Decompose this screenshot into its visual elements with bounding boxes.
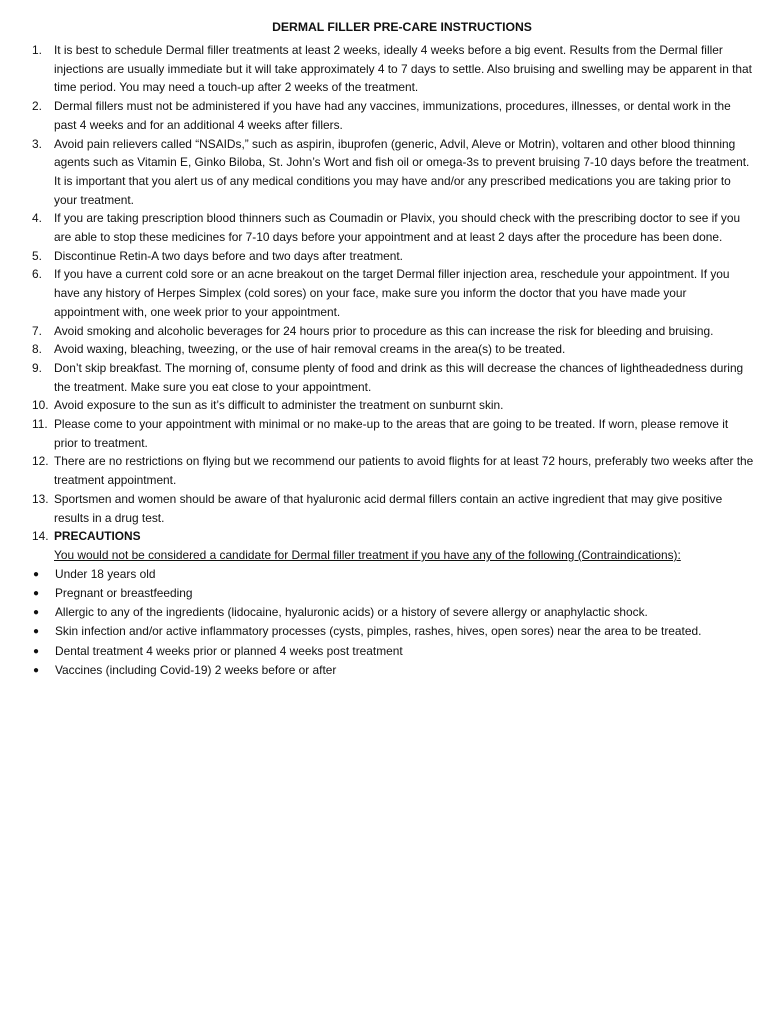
list-item	[32, 265, 754, 321]
item-number: 13.	[32, 491, 49, 506]
item-text: Avoid smoking and alcoholic beverages for 24 hours prior to procedure as this can increase the risk for bleeding and bruising.	[54, 323, 714, 338]
list-item	[32, 359, 754, 396]
bullet-item	[32, 622, 754, 641]
item-text: Avoid pain relievers called “NSAIDs,” such as aspirin, ibuprofen (generic, Advil, Aleve or Motrin), voltaren and other blood thinning agents such as Vitamin E, Ginko Biloba, St. John’s Wort and fish oil or omega-3s to prevent bruising 7-10 days before the treatment. It is important that you alert us of any medical conditions you may have and/or any prescribed medications you are taking prior to your treatment.	[54, 136, 750, 207]
item-number: 8.	[32, 342, 42, 357]
item-text: Don’t skip breakfast. The morning of, consume plenty of food and drink as this will decrease the chances of lightheadedness during the treatment. Make sure you eat close to your appointment.	[54, 360, 744, 394]
precautions-block	[54, 527, 754, 564]
bullet-icon: ●	[33, 587, 40, 599]
item-text: Avoid exposure to the sun as it’s difficult to administer the treatment on sunburnt skin.	[54, 398, 504, 413]
bullet-item	[32, 603, 754, 622]
item-text: Please come to your appointment with minimal or no make-up to the areas that are going to be treated. If worn, please remove it prior to treatment.	[54, 417, 729, 450]
item-text: If you have a current cold sore or an acne breakout on the target Dermal filler injection area, reschedule your appointment. If you have any history of Herpes Simplex (cold sores) on your face, make sure you inform the doctor that you have made your appointment with, one week prior to your appointment.	[54, 267, 730, 319]
bullet-text: Under 18 years old	[55, 566, 156, 581]
list-item	[32, 97, 754, 134]
contraindications-subheading: You would not be considered a candidate for Dermal filler treatment if you have any of the following (Contraindications):	[54, 547, 681, 562]
item-number: 3.	[32, 136, 42, 151]
item-text: There are no restrictions on flying but we recommend our patients to avoid flights for at least 72 hours, preferably two weeks after the treatment appointment.	[54, 454, 754, 488]
item-text: It is best to schedule Dermal filler treatments at least 2 weeks, ideally 4 weeks before a big event. Results from the Dermal filler injections are usually immediate but it will take approximately 4 to 7 days to settle. Also bruising and swelling may be apparent in that time period. You may need a touch-up after 2 weeks of the treatment.	[54, 43, 752, 95]
item-number: 6.	[32, 267, 42, 282]
list-item	[32, 490, 754, 527]
list-item	[32, 322, 754, 341]
contraindications-list	[32, 565, 754, 680]
bullet-text: Dental treatment 4 weeks prior or planned 4 weeks post treatment	[55, 643, 403, 658]
bullet-item	[32, 642, 754, 661]
bullet-text: Allergic to any of the ingredients (lidocaine, hyaluronic acids) or a history of severe allergy or anaphylactic shock.	[55, 605, 648, 620]
item-number: 14.	[32, 529, 49, 544]
instructions-list	[32, 41, 754, 565]
item-number: 4.	[32, 211, 42, 226]
item-text: Discontinue Retin-A two days before and two days after treatment.	[54, 248, 403, 263]
item-number: 7.	[32, 323, 42, 338]
document-title: DERMAL FILLER PRE-CARE INSTRUCTIONS	[272, 20, 532, 34]
list-item	[32, 396, 754, 415]
bullet-icon: ●	[33, 568, 40, 580]
bullet-item	[32, 661, 754, 680]
bullet-text: Skin infection and/or active inflammatory processes (cysts, pimples, rashes, hives, open sores) near the area to be treated.	[55, 624, 702, 639]
item-number: 2.	[32, 99, 42, 114]
list-item	[32, 415, 754, 452]
bullet-text: Pregnant or breastfeeding	[55, 585, 193, 600]
item-number: 9.	[32, 360, 42, 375]
item-text: Dermal fillers must not be administered if you have had any vaccines, immunizations, procedures, illnesses, or dental work in the past 4 weeks and for an additional 4 weeks after fillers.	[54, 99, 731, 132]
precautions-heading: PRECAUTIONS	[54, 529, 141, 544]
list-item	[32, 41, 754, 97]
bullet-icon: ●	[33, 626, 40, 638]
item-number: 1.	[32, 43, 42, 57]
list-item	[32, 247, 754, 266]
list-item	[32, 135, 754, 210]
list-item	[32, 340, 754, 359]
bullet-icon: ●	[33, 607, 40, 619]
bullet-icon: ●	[33, 645, 40, 657]
item-number: 10.	[32, 398, 49, 413]
bullet-text: Vaccines (including Covid-19) 2 weeks before or after	[55, 662, 337, 677]
item-text: Avoid waxing, bleaching, tweezing, or the use of hair removal creams in the area(s) to be treated.	[54, 342, 566, 357]
bullet-item	[32, 565, 754, 584]
item-number: 11.	[32, 417, 48, 432]
item-text: If you are taking prescription blood thinners such as Coumadin or Plavix, you should check with the prescribing doctor to see if you are able to stop these medicines for 7-10 days before your appointment and at least 2 days after the procedure has been done.	[54, 211, 741, 245]
bullet-item	[32, 584, 754, 603]
item-text: Sportsmen and women should be aware of that hyaluronic acid dermal fillers contain an active ingredient that may give positive results in a drug test.	[54, 491, 723, 525]
precautions-item	[32, 527, 754, 564]
item-number: 12.	[32, 454, 49, 469]
bullet-icon: ●	[33, 664, 40, 676]
item-number: 5.	[32, 248, 42, 263]
list-item	[32, 452, 754, 489]
list-item	[32, 209, 754, 246]
